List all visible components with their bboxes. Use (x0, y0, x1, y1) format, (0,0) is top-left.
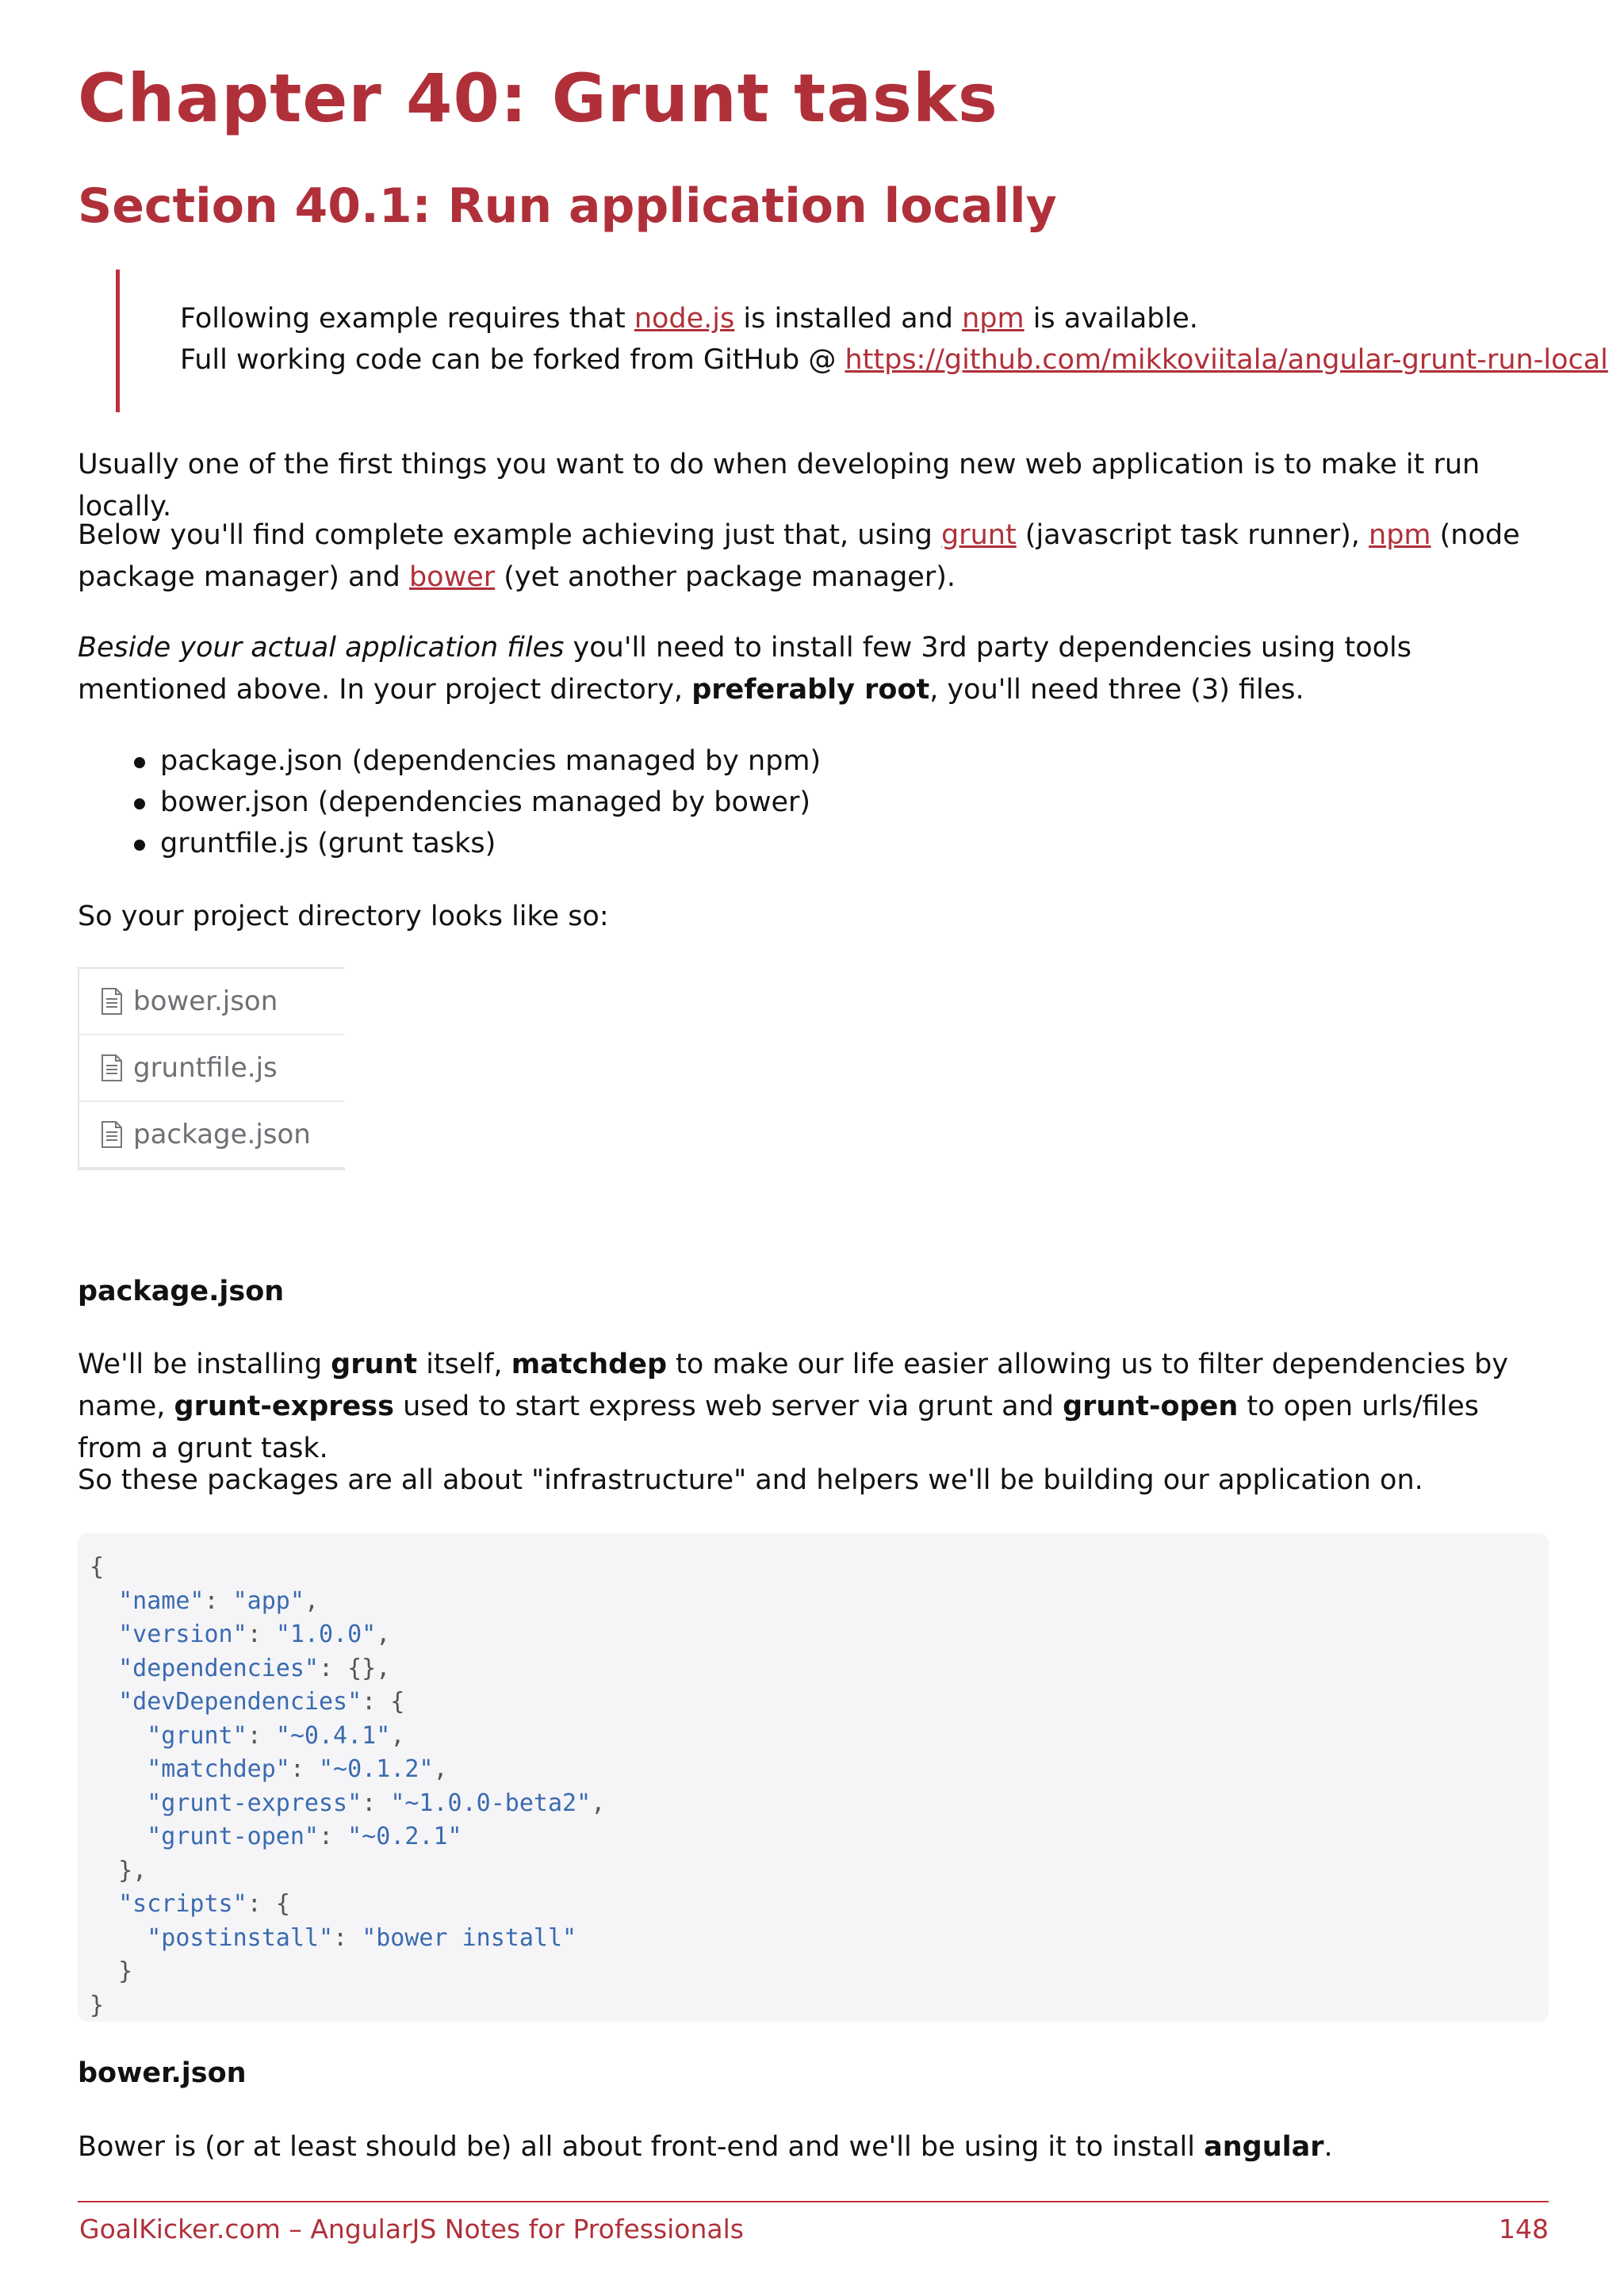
code-key: "devDependencies" (118, 1688, 362, 1716)
bold-text: matchdep (511, 1349, 668, 1380)
text: you'll need to install few 3rd party dependencies using tools mentioned above. In your project directory, (78, 632, 1412, 706)
text: (javascript task runner), (1016, 519, 1369, 551)
code-value: "1.0.0" (275, 1621, 377, 1648)
text: We'll be installing (78, 1349, 331, 1380)
code-line: "name": "app", (118, 1586, 319, 1615)
directory-paragraph: So your project directory looks like so: (78, 901, 609, 932)
bold-text: preferably root (691, 674, 930, 706)
note-text: Full working code can be forked from GitHub @ (180, 344, 845, 376)
code-key: "grunt-express" (147, 1789, 362, 1817)
bold-text: grunt-express (174, 1391, 394, 1422)
code-line: "grunt": "~0.4.1", (147, 1721, 405, 1750)
installing-paragraph (78, 1344, 1549, 1470)
bower-paragraph (78, 2126, 1549, 2168)
package-json-heading: package.json (78, 1276, 285, 1307)
bower-link[interactable]: bower (408, 561, 496, 593)
text: , you'll need three (3) files. (929, 674, 1304, 706)
file-row[interactable] (79, 1102, 345, 1167)
requirements-note (116, 270, 1608, 412)
file-name: package.json (133, 1119, 311, 1150)
file-icon (100, 1054, 124, 1082)
note-line-1 (180, 298, 1608, 339)
code-key: "name" (118, 1586, 205, 1615)
file-list (78, 740, 821, 864)
italic-text: Beside your actual application files (78, 632, 565, 664)
code-value: "~0.1.2" (319, 1755, 434, 1783)
code-line: "grunt-express": "~1.0.0-beta2", (147, 1789, 606, 1817)
npm-link[interactable]: npm (1369, 519, 1431, 551)
npm-link[interactable]: npm (962, 303, 1025, 335)
dependencies-paragraph (78, 627, 1549, 711)
bower-json-heading: bower.json (78, 2057, 247, 2089)
code-key: "grunt" (147, 1721, 247, 1750)
grunt-link[interactable]: grunt (940, 519, 1017, 551)
bold-text: grunt (331, 1349, 418, 1380)
code-line: "devDependencies": { (118, 1688, 405, 1716)
code-value: "~1.0.0-beta2" (390, 1789, 592, 1817)
list-item: package.json (dependencies managed by npm) (78, 740, 821, 782)
code-key: "dependencies" (118, 1654, 319, 1682)
text: Below you'll find complete example achieving just that, using (78, 519, 941, 551)
code-key: "scripts" (118, 1890, 247, 1918)
text: . (1323, 2131, 1333, 2163)
code-line: { (90, 1553, 105, 1581)
bold-text: grunt-open (1063, 1391, 1239, 1422)
code-key: "version" (118, 1621, 247, 1648)
code-key: "postinstall" (147, 1923, 334, 1952)
note-text: is available. (1024, 303, 1198, 335)
list-item: bower.json (dependencies managed by bower) (78, 782, 821, 823)
footer-divider (78, 2201, 1549, 2202)
bold-text: angular (1204, 2131, 1324, 2163)
code-value: "bower install" (362, 1923, 577, 1952)
github-repo-link[interactable]: https://github.com/mikkoviitala/angular-grunt-run-local (845, 344, 1608, 376)
chapter-title: Chapter 40: Grunt tasks (78, 59, 998, 137)
project-directory-listing (78, 967, 345, 1170)
code-line: "version": "1.0.0", (118, 1621, 391, 1648)
file-name: bower.json (133, 985, 278, 1017)
file-row[interactable] (79, 1035, 345, 1102)
code-value: "app" (232, 1586, 304, 1615)
text: used to start express web server via grunt and (393, 1391, 1063, 1422)
code-line: "grunt-open": "~0.2.1" (147, 1823, 462, 1850)
package-json-code-block (78, 1533, 1549, 2022)
packages-paragraph: So these packages are all about "infrastructure" and helpers we'll be building our application on. (78, 1464, 1423, 1496)
code-line: } (90, 1991, 105, 2019)
note-text: is installed and (734, 303, 963, 335)
code-line: }, (118, 1856, 147, 1885)
code-line: } (118, 1957, 133, 1985)
code-line: "scripts": { (118, 1890, 290, 1918)
text: (yet another package manager). (495, 561, 956, 593)
code-value: "~0.2.1" (347, 1823, 462, 1850)
code-text (78, 1533, 1549, 2022)
code-line: "matchdep": "~0.1.2", (147, 1755, 448, 1783)
text: (node package manager) and (78, 519, 1520, 593)
footer-book-title: GoalKicker.com – AngularJS Notes for Professionals (79, 2214, 744, 2244)
file-icon (100, 1120, 124, 1149)
note-text: Following example requires that (180, 303, 634, 335)
text: Bower is (or at least should be) all about front-end and we'll be using it to install (78, 2131, 1205, 2163)
footer-page-number: 148 (1499, 2214, 1549, 2244)
file-icon (100, 987, 124, 1016)
code-value: "~0.4.1" (275, 1721, 391, 1750)
file-row[interactable] (79, 969, 345, 1035)
code-key: "matchdep" (147, 1755, 290, 1783)
text: itself, (417, 1349, 511, 1380)
note-line-2 (180, 339, 1608, 381)
text: to open urls/files from a grunt task. (78, 1391, 1480, 1464)
nodejs-link[interactable]: node.js (634, 303, 735, 335)
list-item: gruntfile.js (grunt tasks) (78, 823, 821, 864)
intro-paragraph: Usually one of the first things you want to do when developing new web application is to make it run locally. (78, 449, 1480, 522)
file-name: gruntfile.js (133, 1052, 278, 1084)
text: to make our life easier allowing us to filter dependencies by name, (78, 1349, 1509, 1422)
code-line: "dependencies": {}, (118, 1654, 391, 1682)
section-title: Section 40.1: Run application locally (78, 178, 1057, 234)
code-line: "postinstall": "bower install" (147, 1923, 577, 1952)
tools-paragraph (78, 515, 1549, 599)
code-key: "grunt-open" (147, 1823, 319, 1850)
